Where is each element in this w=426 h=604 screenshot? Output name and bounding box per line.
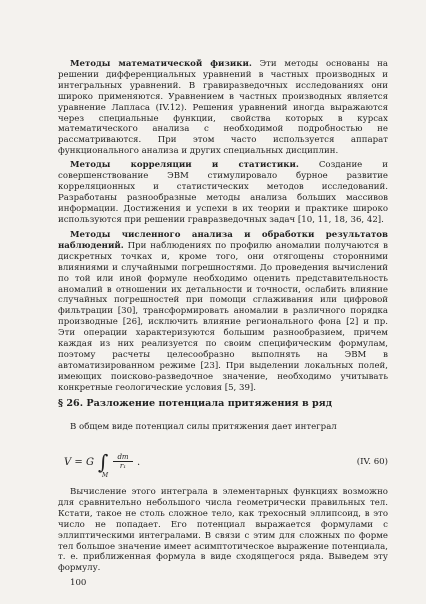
page-number: 100 (70, 578, 87, 588)
integral-domain: M (102, 472, 109, 479)
paragraph-correlation (58, 160, 388, 225)
formula-lhs: V = G (64, 457, 94, 468)
fraction-numerator: dm (117, 453, 129, 461)
formula-fraction (113, 453, 133, 470)
section-body-text: Вычисление этого интеграла в элементарных функциях возможно для сравнительно небольшого числа геометрически правильных тел. Кстати, такое не столь сложное тело, как трехосный эллипсоид, в это число не попадает. Его потенциал выражается формулами с эллиптическими интегралами. В связи с этим для сложных по форме тел большое значение имеет асимптотическое выражение потенциала, т. е. приближенная формула в виде сходящегося ряда. Выведем эту формулу. (58, 487, 388, 574)
equation-number: (IV. 60) (356, 457, 388, 467)
intro-text: В общем виде потенциал силы притяжения дает интеграл (70, 422, 337, 432)
paragraph-title: Методы корреляции и статистики. (70, 160, 299, 170)
paragraph-body: При наблюдениях по профилю аномалии получаются в дискретных точках и, кроме того, они отягощены сторонними влияниями и случайными погрешностями. До проведения вычислений по той или иной формуле необходимо оценить представительность аномалий в отношении их детальности и точности, ослабить влияние случайных погрешностей при помощи сглаживания или цифровой фильтрации [30], трансформировать аномалии в различного порядка производные [26], исключить влияние регионального фона [2] и пр. Эти операции характеризуются большим разнообразием, причем каждая из них реализуется по своим специфическим формулам, поэтому расчеты целесообразно выполнять на ЭВМ в автоматизированном режиме [23]. При выделении локальных полей, имеющих поисково-разведочное значение, необходимо учитывать конкретные геологические условия [5, 39]. (58, 240, 388, 393)
paragraph-title: Методы численного анализа и обработки результатов наблюдений. (58, 230, 388, 251)
section-body (58, 487, 388, 574)
paragraph-body: Эти методы основаны на решении дифференциальных уравнений в частных производных и интегральных уравнений. В гравиразведочных исследованиях они широко применяются. Уравнением в частных производных является уравнение Лапласа (IV.12). Решения уравнений иногда выражаются через специальные функции, свойства которых в курсах математического анализа с необходимой подробностью не рассматриваются. При этом часто используется аппарат функционального анализа и других специальных дисциплин. (58, 59, 389, 157)
formula-period: . (137, 457, 141, 468)
formula-iv60 (58, 450, 388, 481)
paragraph-math-physics (58, 59, 388, 157)
fraction-denominator: r₁ (119, 462, 127, 470)
paragraph-body: Создание и совершенствование ЭВМ стимулировало бурное развитие корреляционных и статистических методов исследований. Разработаны разнообразные методы анализа больших массивов информации. Достижения и успехи в их теории и практике широко используются при решении гравразведочных задач [10, 11, 18, 36, 42]. (58, 160, 388, 225)
paragraph-title: Методы математической физики. (70, 59, 252, 69)
paragraph-numerical (58, 230, 388, 394)
integral-sign: ∫ (98, 450, 109, 474)
section-heading: § 26. Разложение потенциала притяжения в ряд (58, 398, 333, 409)
section-intro (58, 422, 388, 433)
